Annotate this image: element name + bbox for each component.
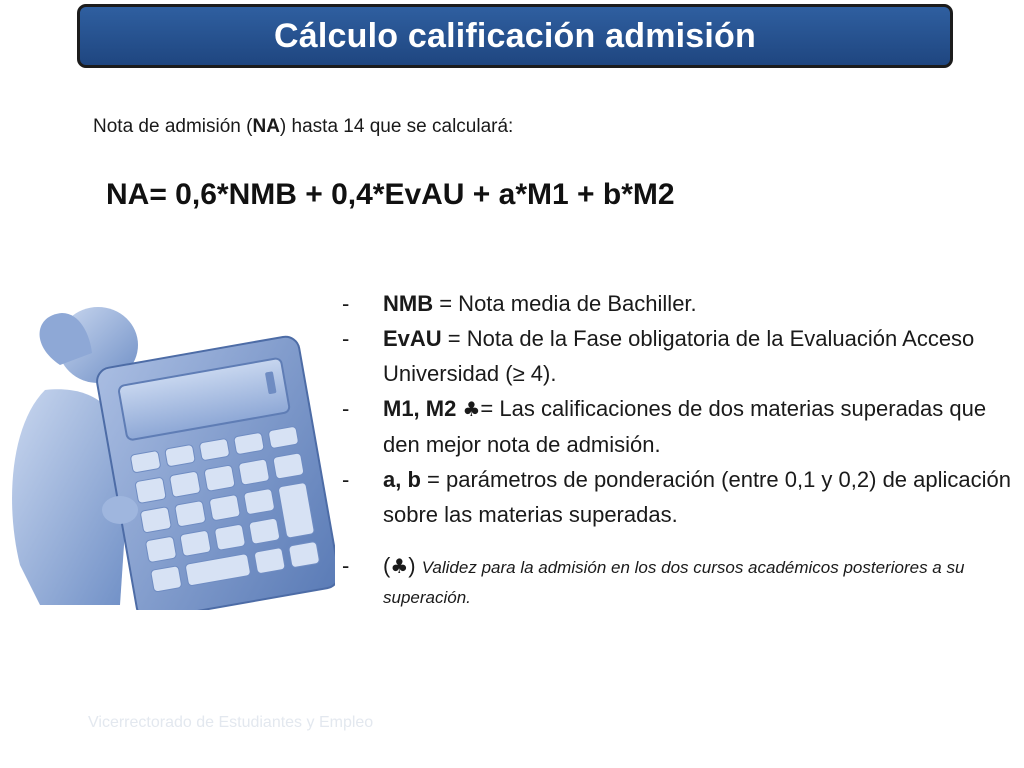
definition-nmb bbox=[342, 286, 1012, 321]
slide-title: Cálculo calificación admisión bbox=[274, 16, 756, 55]
intro-suffix: ) hasta 14 que se calculará: bbox=[279, 116, 514, 137]
bullet-dash: - bbox=[342, 291, 350, 316]
intro-prefix: Nota de admisión ( bbox=[93, 116, 253, 137]
definition-a-b bbox=[342, 462, 1012, 532]
figure-calculator-illustration bbox=[0, 305, 335, 610]
bullet-dash: - bbox=[342, 467, 350, 492]
club-icon: ♣ bbox=[390, 554, 409, 578]
bullet-dash: - bbox=[342, 326, 350, 351]
term-m1-m2: M1, M2 bbox=[383, 396, 463, 421]
definition-m1-m2 bbox=[342, 391, 1012, 462]
definition-evau-text: = Nota de la Fase obligatoria de la Evaluación Acceso Universidad (≥ 4). bbox=[383, 326, 975, 386]
intro-text bbox=[93, 116, 513, 138]
intro-bold: NA bbox=[252, 116, 280, 137]
term-evau: EvAU bbox=[383, 326, 442, 351]
note-close-paren: ) bbox=[408, 553, 422, 578]
validity-note-text: Validez para la admisión en los dos cursos académicos posteriores a su superación. bbox=[383, 558, 965, 607]
term-a-b: a, b bbox=[383, 467, 421, 492]
bullet-dash: - bbox=[342, 396, 350, 421]
definition-evau bbox=[342, 321, 1012, 391]
definition-nmb-text: = Nota media de Bachiller. bbox=[433, 291, 697, 316]
formula: NA= 0,6*NMB + 0,4*EvAU + a*M1 + b*M2 bbox=[106, 178, 675, 211]
bullet-dash: - bbox=[342, 553, 350, 578]
validity-note bbox=[342, 552, 1012, 612]
footer-text: Vicerrectorado de Estudiantes y Empleo bbox=[88, 714, 374, 731]
club-icon: ♣ bbox=[462, 397, 481, 421]
definition-m1-m2-text: = Las calificaciones de dos materias superadas que den mejor nota de admisión. bbox=[383, 396, 987, 457]
title-banner bbox=[77, 4, 953, 68]
note-open-paren: ( bbox=[383, 553, 391, 578]
definitions-list bbox=[342, 286, 1012, 612]
definition-a-b-text: = parámetros de ponderación (entre 0,1 y 0,2) de aplicación sobre las materias superadas. bbox=[383, 467, 1011, 527]
term-nmb: NMB bbox=[383, 291, 434, 316]
figure-hand bbox=[102, 496, 138, 524]
calculator bbox=[95, 335, 335, 610]
